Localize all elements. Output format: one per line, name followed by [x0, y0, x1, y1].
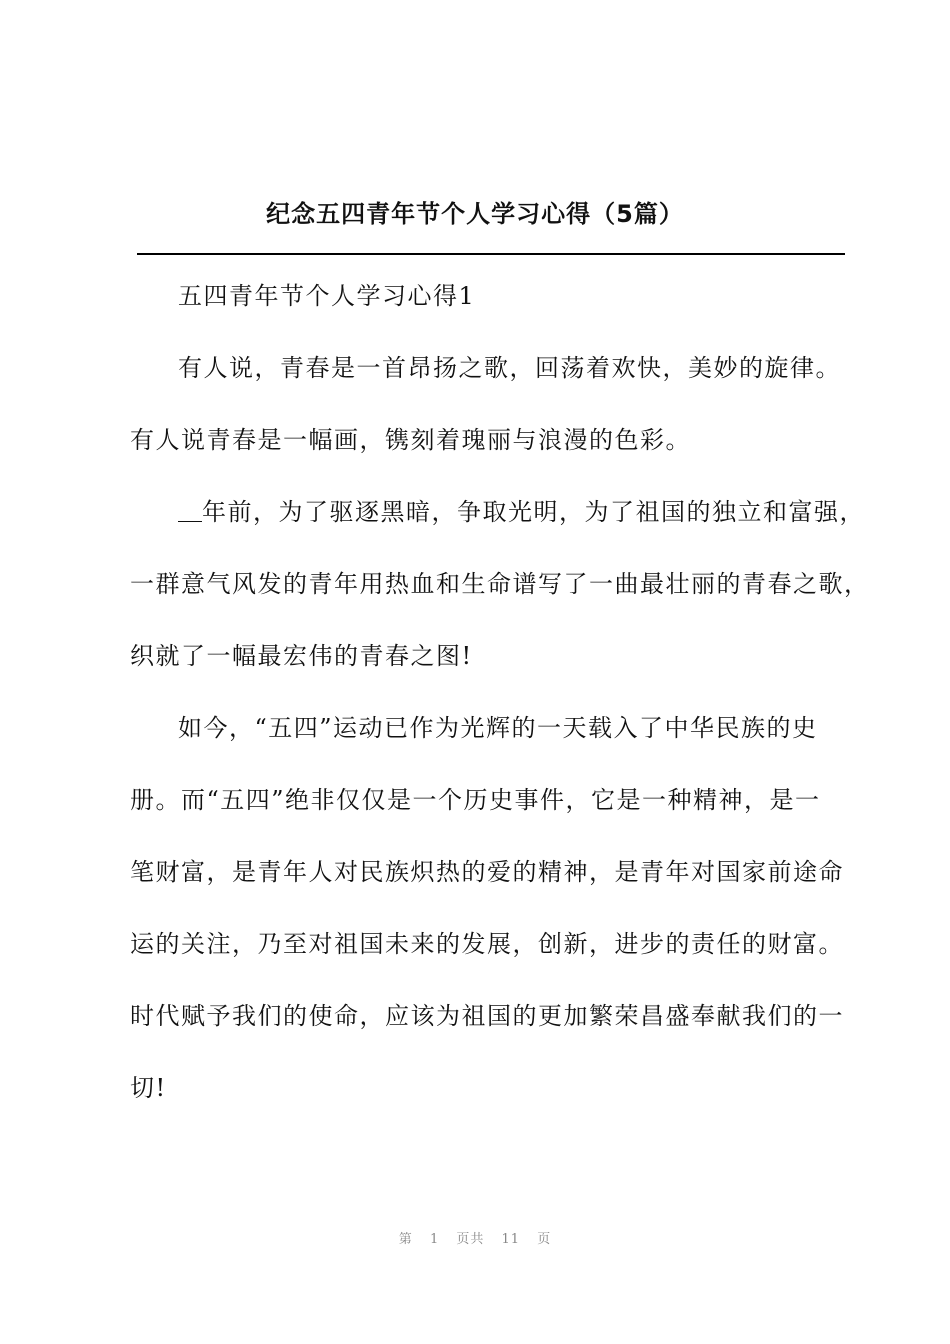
paragraph-3: [130, 692, 850, 1124]
paragraph-line: 一群意气风发的青年用热血和生命谱写了一曲最壮丽的青春之歌，: [130, 570, 870, 598]
paragraph-line: 册。而“五四”绝非仅仅是一个历史事件，它是一种精神，是一: [130, 786, 821, 814]
footer-mid: 页共: [456, 1232, 485, 1247]
paragraph-line-text: 年前，为了驱逐黑暗，争取光明，为了祖国的独立和富强，: [202, 498, 865, 526]
paragraph-line: 有人说青春是一幅画，镌刻着瑰丽与浪漫的色彩。: [130, 426, 691, 454]
paragraph-line: 时代赋予我们的使命，应该为祖国的更加繁荣昌盛奉献我们的一: [130, 1002, 844, 1030]
section-heading-block: [130, 260, 850, 332]
title-divider: [137, 253, 845, 255]
paragraph-2: [130, 476, 870, 692]
paragraph-line: 切!: [130, 1074, 167, 1102]
paragraph-1: [130, 332, 850, 476]
paragraph-line: 如今，“五四”运动已作为光辉的一天载入了中华民族的史: [178, 714, 818, 742]
section-heading: 五四青年节个人学习心得1: [178, 282, 476, 310]
page-footer: [0, 1228, 950, 1247]
paragraph-line: 有人说，青春是一首昂扬之歌，回荡着欢快，美妙的旋律。: [178, 354, 841, 382]
blank-underline: [178, 499, 202, 522]
footer-suffix: 页: [537, 1232, 552, 1247]
footer-prefix: 第: [398, 1232, 413, 1247]
paragraph-line: 运的关注，乃至对祖国未来的发展，创新，进步的责任的财富。: [130, 930, 844, 958]
footer-page-number: 1: [429, 1232, 440, 1247]
paragraph-line: 笔财富，是青年人对民族炽热的爱的精神，是青年对国家前途命: [130, 858, 844, 886]
paragraph-line: 织就了一幅最宏伟的青春之图!: [130, 642, 473, 670]
footer-total-pages: 11: [501, 1232, 521, 1247]
paragraph-line: [130, 476, 865, 548]
page-title: 纪念五四青年节个人学习心得（5篇）: [266, 200, 684, 228]
